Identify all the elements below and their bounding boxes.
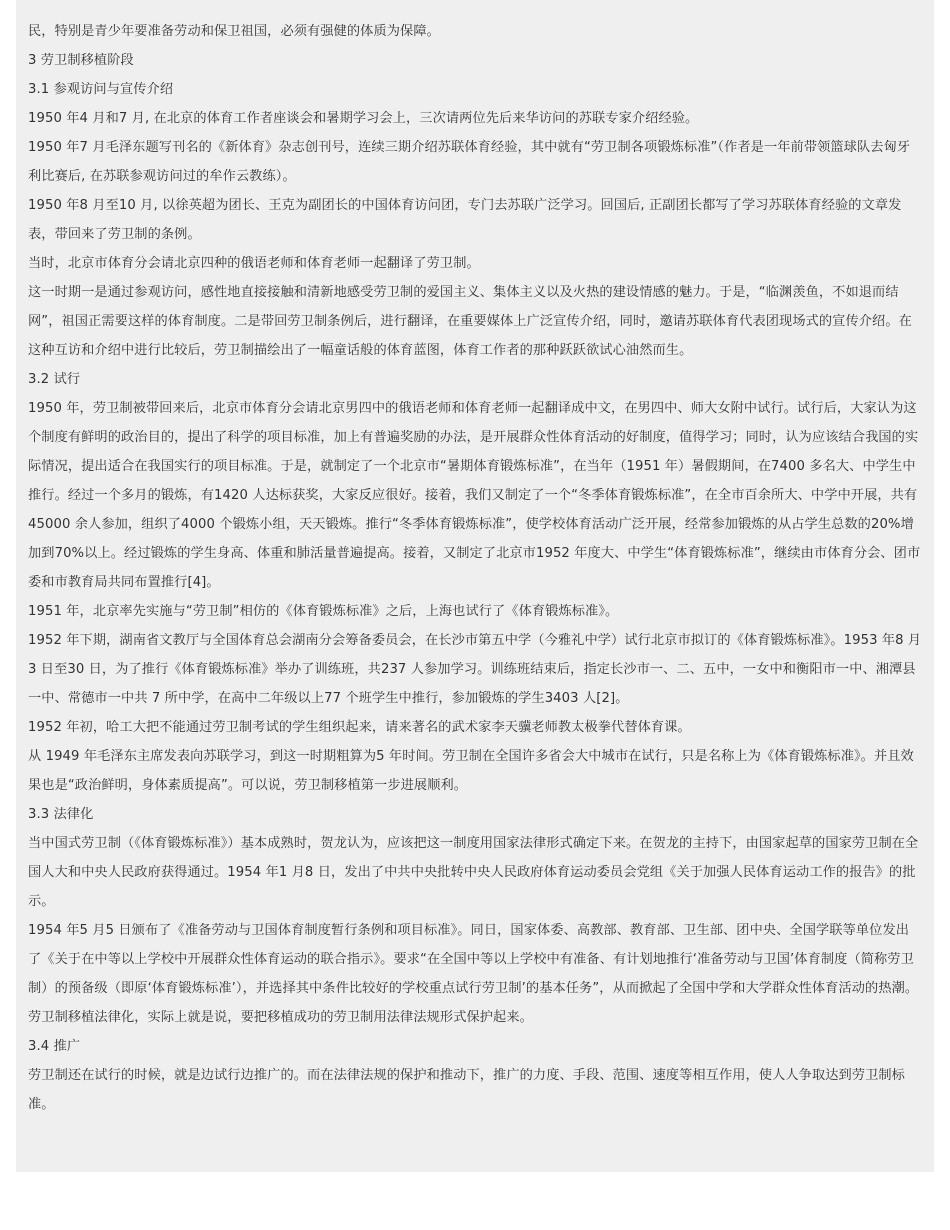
subsection-heading: 3.1 参观访问与宣传介绍 (28, 82, 174, 97)
subsection-heading: 3.4 推广 (28, 1039, 81, 1054)
paragraph: 1952 年初，哈工大把不能通过劳卫制考试的学生组织起来，请来著名的武术家李天骥老师教太极拳代替体育课。 (28, 720, 691, 735)
paragraph: 这一时期一是通过参观访问，感性地直接接触和清新地感受劳卫制的爱国主义、集体主义以及火热的建设情感的魅力。于是，“临渊羡鱼，不如退而结网”，祖国正需要这样的体育制度。二是带回劳卫制条例后，进行翻译，在重要媒体上广泛宣传介绍，同时，邀请苏联体育代表团现场式的宣传介绍。在这种互访和介绍中进行比较后，劳卫制描绘出了一幅童话般的体育蓝图，体育工作者的那种跃跃欲试心油然而生。 (28, 285, 912, 358)
paragraph: 1954 年5 月5 日颁布了《准备劳动与卫国体育制度暂行条例和项目标准》。同日，国家体委、高教部、教育部、卫生部、团中央、全国学联等单位发出了《关于在中等以上学校中开展群众性体育运动的联合指示》。要求“在全国中等以上学校中有准备、有计划地推行‘准备劳动与卫国’体育制度（简称劳卫制）的预备级（即原‘体育锻炼标准’），并选择其中条件比较好的学校重点试行劳卫制’的基本任务”，从而掀起了全国中学和大学群众性体育活动的热潮。 (28, 923, 919, 996)
paragraph: 1950 年4 月和7 月, 在北京的体育工作者座谈会和暑期学习会上，三次请两位先后来华访问的苏联专家介绍经验。 (28, 111, 699, 126)
subsection-heading: 3.2 试行 (28, 372, 81, 387)
paragraph: 1950 年，劳卫制被带回来后，北京市体育分会请北京男四中的俄语老师和体育老师一起翻译成中文，在男四中、师大女附中试行。试行后，大家认为这个制度有鲜明的政治目的，提出了科学的项目标准，加上有普遍奖励的办法，是开展群众性体育活动的好制度，值得学习；同时，认为应该结合我国的实际情况，提出适合在我国实行的项目标准。于是，就制定了一个北京市“暑期体育锻炼标准”，在当年（1951 年）暑假期间，在7400 多名大、中学生中推行。经过一个多月的锻炼，有1420 人达标获奖，大家反应很好。接着，我们又制定了一个“冬季体育锻炼标准”，在全市百余所大、中学中开展，共有45000 余人参加，组织了4000 个锻炼小组，天天锻炼。推行“冬季体育锻炼标准”，使学校体育活动广泛开展，经常参加锻炼的从占学生总数的20%增加到70%以上。经过锻炼的学生身高、体重和肺活量普遍提高。接着，又制定了北京市1952 年度大、中学生“体育锻炼标准”，继续由市体育分会、团市委和市教育局共同布置推行[4]。 (28, 401, 921, 590)
paragraph: 1952 年下期，湖南省文教厅与全国体育总会湖南分会筹备委员会，在长沙市第五中学（今雅礼中学）试行北京市拟订的《体育锻炼标准》。1953 年8 月3 日至30 日，为了推行《体育锻炼标准》举办了训练班，共237 人参加学习。训练班结束后，指定长沙市一、二、五中，一女中和衡阳市一中、湘潭县一中、常德市一中共 7 所中学，在高中二年级以上77 个班学生中推行，参加锻炼的学生3403 人[2]。 (28, 633, 922, 706)
paragraph: 1950 年8 月至10 月, 以徐英超为团长、王克为副团长的中国体育访问团，专门去苏联广泛学习。回国后, 正副团长都写了学习苏联体育经验的文章发表，带回来了劳卫制的条例。 (28, 198, 902, 242)
paragraph: 当中国式劳卫制（《体育锻炼标准》）基本成熟时，贺龙认为，应该把这一制度用国家法律形式确定下来。在贺龙的主持下，由国家起草的国家劳卫制在全国人大和中央人民政府获得通过。1954 年1 月8 日，发出了中共中央批转中央人民政府体育运动委员会党组《关于加强人民体育运动工作的报告》的批示。 (28, 836, 919, 909)
paragraph: 劳卫制还在试行的时候，就是边试行边推广的。而在法律法规的保护和推动下，推广的力度、手段、范围、速度等相互作用，使人人争取达到劳卫制标准。 (28, 1068, 905, 1112)
paragraph: 劳卫制移植法律化，实际上就是说，要把移植成功的劳卫制用法律法规形式保护起来。 (28, 1010, 533, 1025)
document-page (16, 0, 934, 1172)
paragraph: 当时，北京市体育分会请北京四种的俄语老师和体育老师一起翻译了劳卫制。 (28, 256, 480, 271)
paragraph: 从 1949 年毛泽东主席发表向苏联学习，到这一时期粗算为5 年时间。劳卫制在全国许多省会大中城市在试行，只是名称上为《体育锻炼标准》。并且效果也是“政治鲜明，身体素质提高”。可以说，劳卫制移植第一步进展顺利。 (28, 749, 914, 793)
paragraph-continuation: 民，特别是青少年要准备劳动和保卫祖国，必须有强健的体质为保障。 (28, 24, 440, 39)
subsection-heading: 3.3 法律化 (28, 807, 94, 822)
section-heading: 3 劳卫制移植阶段 (28, 53, 134, 68)
paragraph: 1950 年7 月毛泽东题写刊名的《新体育》杂志创刊号，连续三期介绍苏联体育经验，其中就有“劳卫制各项锻炼标准”（作者是一年前带领篮球队去匈牙利比赛后, 在苏联参观访问过的牟作云教练）。 (28, 140, 911, 184)
paragraph: 1951 年，北京率先实施与“劳卫制”相仿的《体育锻炼标准》之后，上海也试行了《体育锻炼标准》。 (28, 604, 619, 619)
